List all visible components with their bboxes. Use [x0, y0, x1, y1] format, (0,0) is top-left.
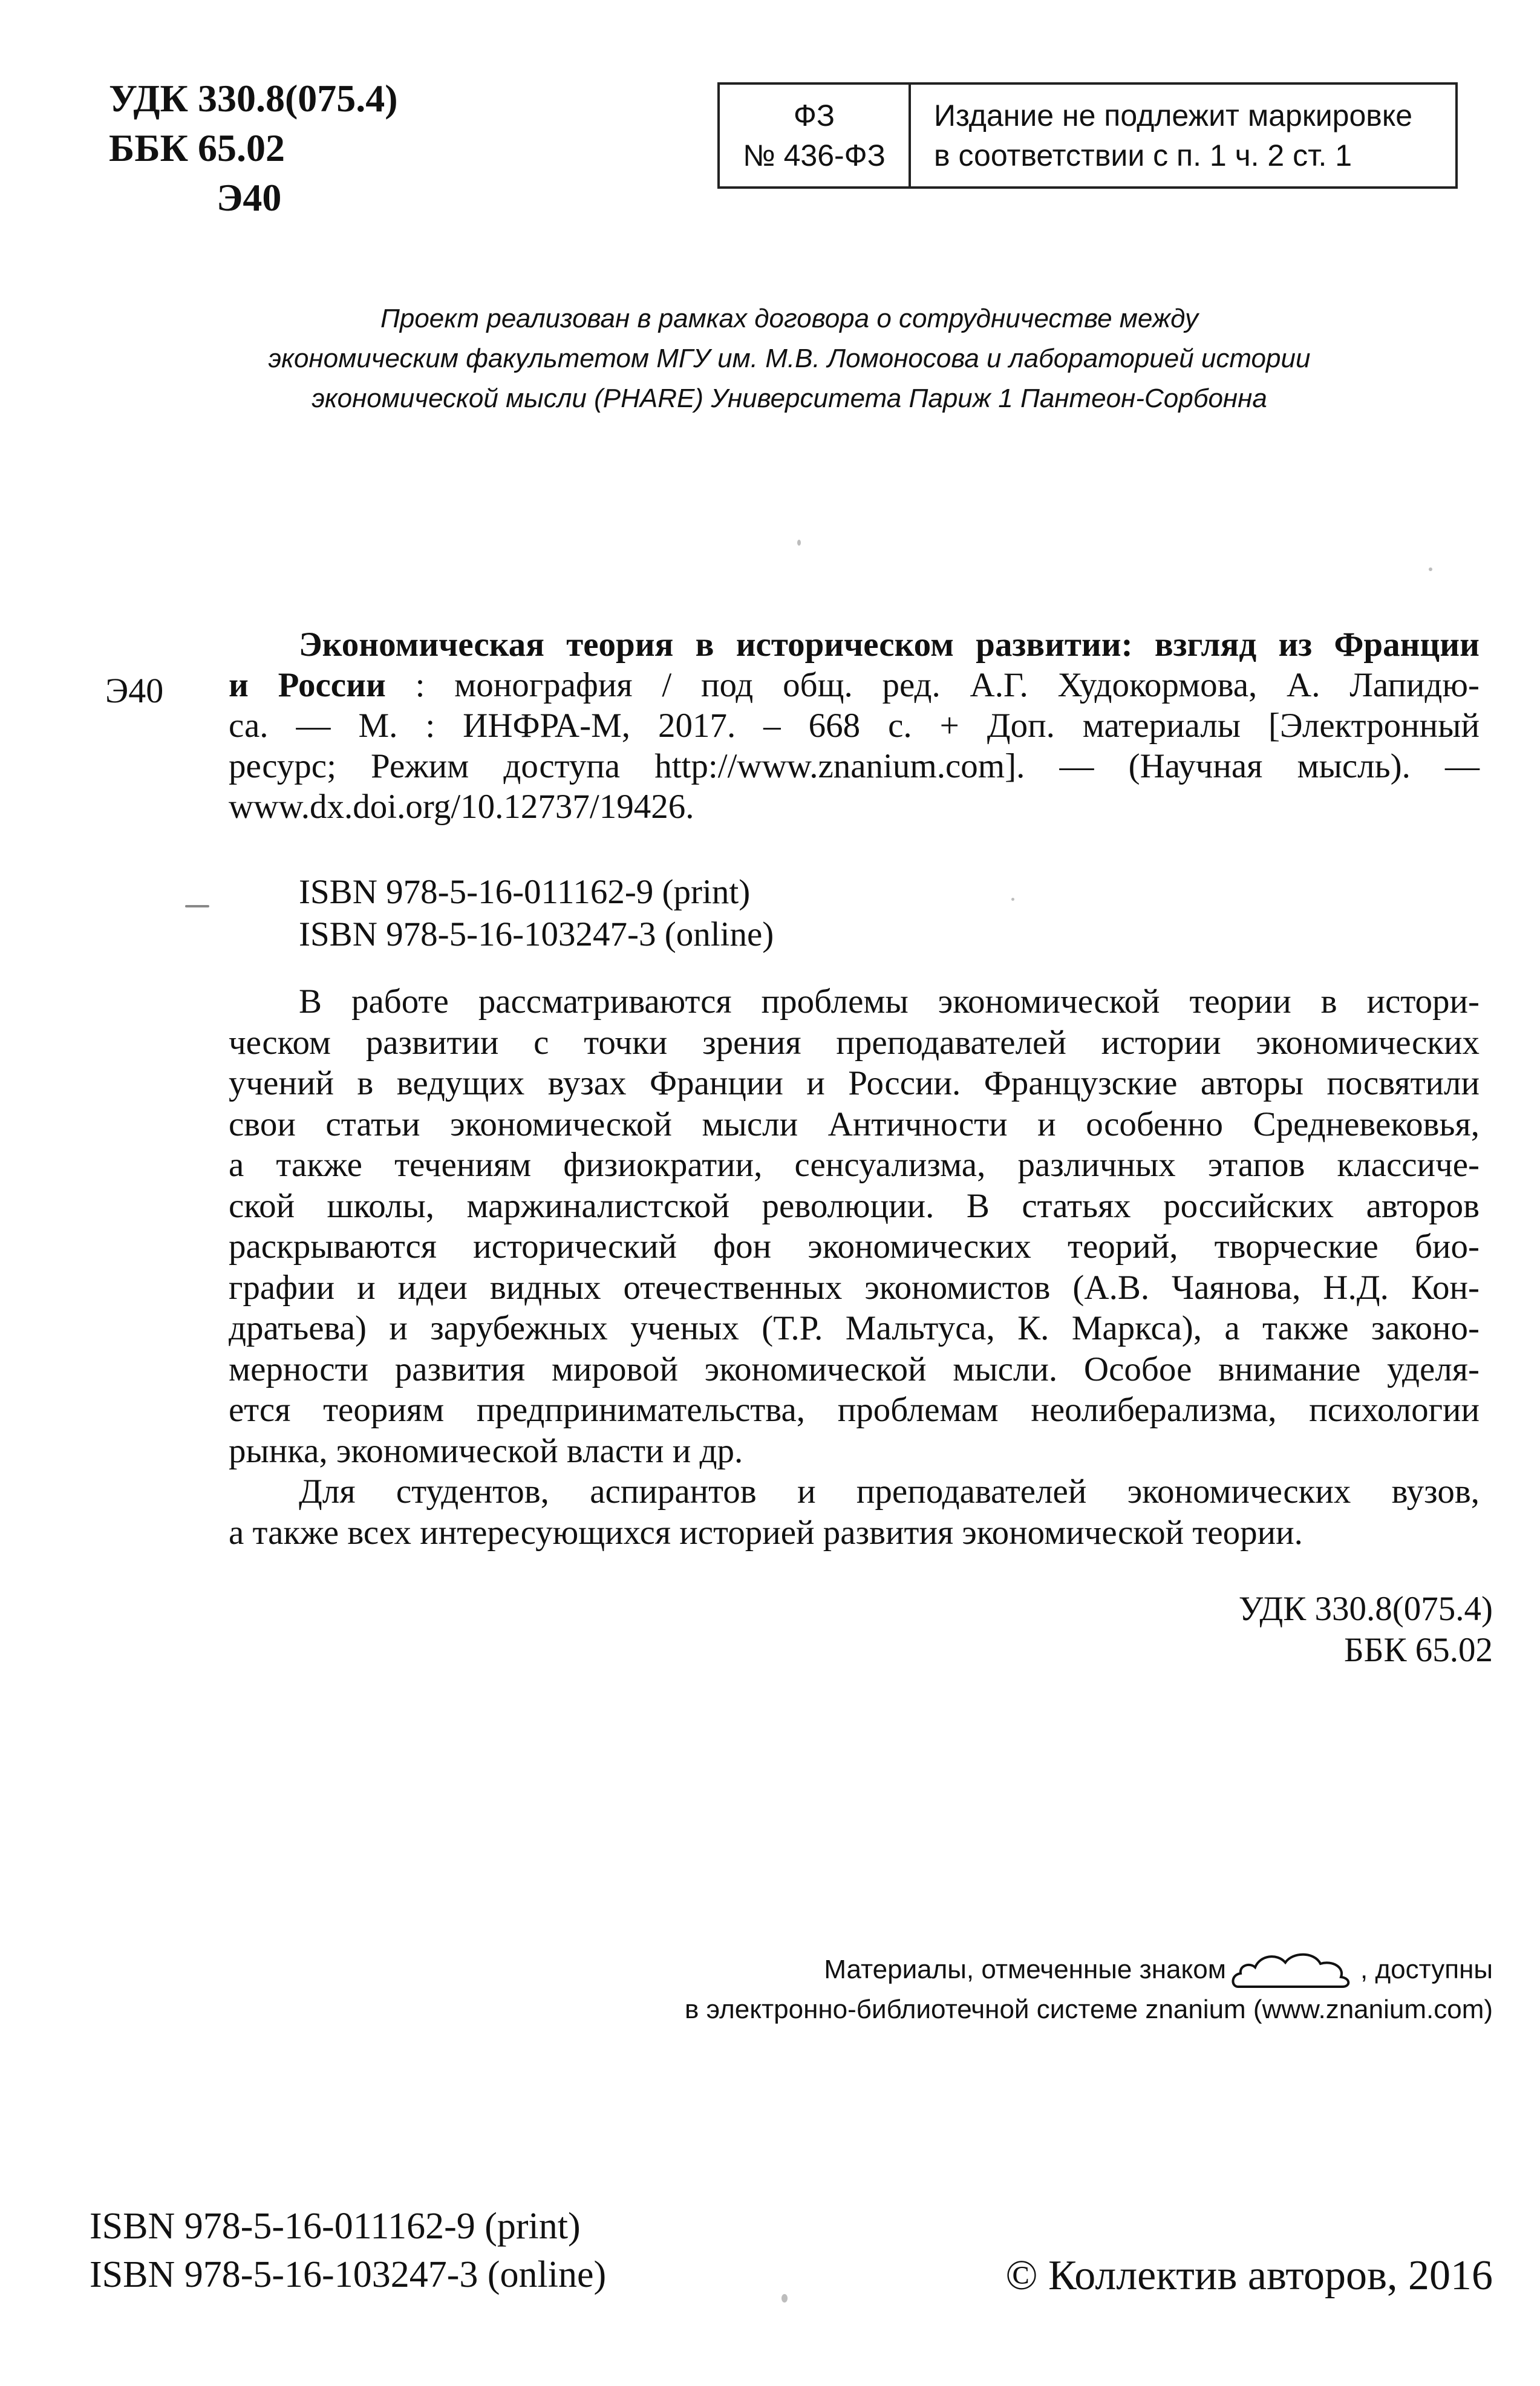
book-title-line: Экономическая теория в историческом развитии: взгляд из Франции: [299, 626, 1480, 664]
udk-code-bottom: УДК 330.8(075.4): [1238, 1590, 1493, 1628]
cloud-icon: [1230, 1949, 1357, 1992]
margin-author-sign: Э40: [105, 671, 164, 710]
fz-law-number: № 436-ФЗ: [743, 139, 886, 172]
fz-label: ФЗ: [793, 99, 835, 132]
udk-code: УДК 330.8(075.4): [109, 77, 398, 120]
scan-speck: [185, 905, 209, 907]
fz-notice-line1: Издание не подлежит маркировке: [934, 99, 1413, 132]
project-note-line: Проект реализован в рамках договора о сотрудничестве между: [380, 304, 1199, 333]
abstract-line: раскрываются исторический фон экономических теорий, творческие био-: [229, 1227, 1480, 1266]
isbn-online: ISBN 978-5-16-103247-3 (online): [299, 915, 774, 953]
fz-law-cell: [720, 85, 911, 186]
abstract-line: а также течениям физиократии, сенсуализма, различных этапов классиче-: [229, 1146, 1480, 1184]
biblio-line: [229, 665, 1480, 705]
materials-note-line1: [685, 1949, 1493, 1992]
biblio-line: са. — М. : ИНФРА-М, 2017. – 668 с. + Доп. материалы [Электронный: [229, 707, 1480, 745]
abstract-line: свои статьи экономической мысли Античности и особенно Средневековья,: [229, 1105, 1480, 1143]
project-note-line: экономической мысли (PHARE) Университета Париж 1 Пантеон-Сорбонна: [312, 384, 1267, 413]
abstract-line: графии и идеи видных отечественных экономистов (А.В. Чаянова, Н.Д. Кон-: [229, 1268, 1480, 1307]
copyright-notice: © Коллектив авторов, 2016: [1005, 2252, 1493, 2299]
classification-block: [109, 74, 398, 223]
scan-speck: [797, 540, 801, 546]
materials-note-line2: в электронно-библиотечной системе znanium (www.znanium.com): [685, 1995, 1493, 2024]
materials-note-text: Материалы, отмеченные знаком: [824, 1955, 1226, 1984]
audience-line: Для студентов, аспирантов и преподавателей экономических вузов,: [299, 1472, 1480, 1511]
scan-speck: [1011, 898, 1014, 901]
abstract-line: ческом развитии с точки зрения преподавателей истории экономических: [229, 1023, 1480, 1062]
bbk-code-bottom: ББК 65.02: [1344, 1631, 1493, 1669]
scan-speck: [781, 2294, 788, 2303]
abstract-line: учений в ведущих вузах Франции и России. Французские авторы посвятили: [229, 1064, 1480, 1102]
materials-note: [685, 1949, 1493, 2028]
scan-speck: [1429, 567, 1432, 571]
classification-codes-bottom: [1239, 1589, 1493, 1671]
abstract-line: В работе рассматриваются проблемы экономической теории в истори-: [299, 982, 1480, 1021]
fz-notice-cell: [911, 85, 1455, 186]
biblio-doi-line: www.dx.doi.org/10.12737/19426.: [229, 788, 694, 826]
abstract-line: дратьева) и зарубежных ученых (Т.Р. Мальтуса, К. Маркса), а также законо-: [229, 1309, 1480, 1347]
author-sign: Э40: [217, 176, 282, 219]
fz-notice-line2: в соответствии с п. 1 ч. 2 ст. 1: [934, 139, 1352, 172]
project-note: [200, 299, 1379, 419]
isbn-online-bottom: ISBN 978-5-16-103247-3 (online): [90, 2254, 607, 2295]
abstract-line: ской школы, маржиналистской революции. В статьях российских авторов: [229, 1186, 1480, 1225]
abstract-line: ется теориям предпринимательства, проблемам неолиберализма, психологии: [229, 1391, 1480, 1429]
bibliographic-description: [229, 624, 1480, 827]
book-editors: : монография / под общ. ред. А.Г. Худокормова, А. Лапидю-: [385, 666, 1480, 704]
isbn-block: [299, 871, 774, 956]
audience-line: а также всех интересующихся историей развития экономической теории.: [229, 1513, 1303, 1552]
project-note-line: экономическим факультетом МГУ им. М.В. Ломоносова и лабораторией истории: [268, 344, 1311, 373]
biblio-line: ресурс; Режим доступа http://www.znanium.com]. — (Научная мысль). —: [229, 747, 1480, 785]
abstract: [229, 981, 1480, 1553]
abstract-line: рынка, экономической власти и др.: [229, 1431, 743, 1470]
fz-marking-box: [717, 82, 1458, 189]
book-title-end: и России: [229, 666, 386, 704]
abstract-line: мерности развития мировой экономической мысли. Особое внимание уделя-: [229, 1350, 1480, 1388]
isbn-bottom-block: [90, 2202, 606, 2299]
isbn-print-bottom: ISBN 978-5-16-011162-9 (print): [90, 2206, 581, 2247]
materials-note-text: , доступны: [1360, 1955, 1493, 1984]
isbn-print: ISBN 978-5-16-011162-9 (print): [299, 873, 751, 911]
bbk-code: ББК 65.02: [109, 126, 285, 169]
